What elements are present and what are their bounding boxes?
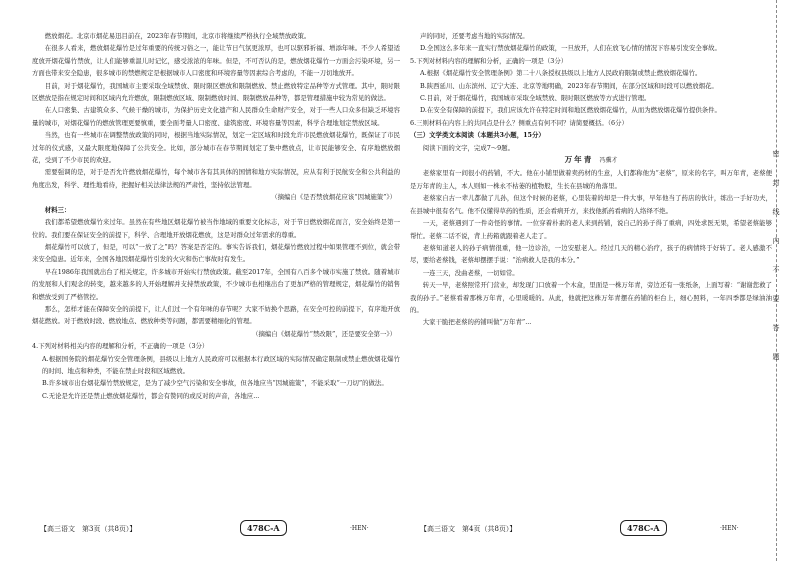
footer-left-label: 【高三语文 第3页（共8页）】 xyxy=(40,525,137,533)
paragraph: 那么，怎样才能在保障安全的前提下，让人们过一个有年味的春节呢？大家不妨换个思路，在安全可控的前提下，有序地开放烟花燃放。对于燃放时段、燃放地点、燃放种类等问题，都需要精细化的管理。 xyxy=(32,304,400,326)
story-paragraph: 大家干脆把老蔡的药铺叫做“万年青”... xyxy=(422,318,532,327)
question-4-stem: 4.下列对材料相关内容的理解和分析，不正确的一项是（3分） xyxy=(32,342,209,351)
source-citation-2: （摘编自《烟花爆竹“禁改限”，还是要安全第一》） xyxy=(252,329,396,338)
story-paragraph: 老蔡家自古一辈儿都做了儿孙，但这个时候的老蔡，心里装着的却是一件大事，早年他当了药店的伙计，练出一手好功夫，在县城中很有名气。他不仅懂得草药的性质，还会看病开方，来找他抓药看病的人络绎不绝。 xyxy=(410,194,772,215)
footer-left xyxy=(40,520,400,538)
story-author: 冯骥才 xyxy=(599,157,618,165)
answer-option: D.全国这么多年来一直实行禁放烟花爆竹的政策，一旦放开，人们在放飞心情的情况下容易引发安全事故。 xyxy=(420,44,721,53)
answer-option: A.根据国务院的烟花爆竹安全管理条例，县级以上地方人民政府可以根据本行政区域的实际情况确定限制或禁止燃放烟花爆竹的时间、地点和种类，不能在禁止时段和区域燃放。 xyxy=(42,354,400,375)
footer-left-brand: ·HEN· xyxy=(350,525,369,532)
answer-option: C.目前，对于烟花爆竹，我国城市采取全域禁放、限时限区燃放等方式进行管理。 xyxy=(420,94,651,103)
paragraph: 烟花爆竹可以放了，但是，可以“一放了之”吗？答案是否定的。事实告诉我们，烟花爆竹燃放过程中如果管理不到位，就会带来安全隐患。近年来，全国各地因烟花爆竹引发的火灾和伤亡事故时有发生。 xyxy=(32,242,400,264)
answer-option: B.陕西延川、山东滨州、辽宁大连、北京等地明确，2023年春节期间，在部分区域和时段可以燃放烟花。 xyxy=(420,81,718,90)
question-5-stem: 5.下列对材料内容的理解和分析，正确的一项是（3分） xyxy=(410,56,568,65)
left-mid-paragraphs xyxy=(32,216,400,328)
answer-option: A.根据《烟花爆竹安全管理条例》第二十八条授权县级以上地方人民政府限制或禁止燃放烟花爆竹。 xyxy=(420,69,702,78)
left-top-paragraphs xyxy=(32,30,400,191)
question-4-options xyxy=(32,353,400,403)
material-3-label: 材料三： xyxy=(44,205,71,214)
section-title: （三）文学类文本阅读（本题共3小题，15分） xyxy=(410,131,545,140)
footer-right-label: 【高三语文 第4页（共8页）】 xyxy=(420,525,517,533)
footer-right-brand: ·HEN· xyxy=(720,525,739,532)
paragraph: 在很多人看来，燃放烟花爆竹是过年重要的传统习俗之一，能让节日气氛更浓厚，也可以驱邪祈福、增添年味。不少人希望适度放开烟花爆竹禁放，让人们能够重温儿时记忆，感受浓浓的年味。但是，不可否认的是，燃放烟花爆竹一方面会污染环境，另一方面也带来安全隐患，很多城市的禁燃规定是根据城市人口密度和环境容量等因素综合考虑的，不能一刀切地放开。 xyxy=(32,44,400,78)
story-paragraph: 一连三天，没曲老蔡，一切如常。 xyxy=(422,268,519,277)
story-paragraphs xyxy=(410,167,772,328)
paragraph: 需要强调的是，对于是否允许燃放烟花爆竹，每个城市各有其具体的国情和地方实际情况，应从有利于民航安全和公共利益的角度出发，科学、理性地看待，把握好相关法律法规的严肃性，坚持依法管理。 xyxy=(32,168,400,189)
binding-warning: 密封线内不要答题 xyxy=(772,150,780,382)
answer-option: D.在安全有保障的前提下，我们应该允许在特定时间和地区燃放烟花爆竹，从而为燃放烟花爆竹提供条件。 xyxy=(420,106,721,115)
source-citation-1: （摘编自《是否禁放烟花应该“因城施策”》） xyxy=(271,193,396,202)
right-top-paragraphs xyxy=(410,30,772,55)
paragraph: 当然，也有一些城市在调整禁放政策的同时，根据当地实际情况，划定一定区域和时段允许市民燃放烟花爆竹，既保证了市民过年的仪式感，又最大限度地保障了公共安全。比如，部分城市在春节期间划定了集中燃放点，让市民能够安全、有序地燃放烟花，受到了不少市民的欢迎。 xyxy=(32,131,400,165)
story-paragraph: 老蔡家里有一间很小的药铺，不大。他在小铺里做着卖药材的生意，人们都称他为“老蔡”，原来的名字，叫万年青，老蔡便是万年青的主人，本人则如一株永不枯萎的植物般，生长在县城的角落里。 xyxy=(410,169,772,190)
paragraph: 早在1986年我国就出台了相关规定，许多城市开始实行禁放政策。截至2017年，全国有八百多个城市实施了禁放。随着城市的发展和人们观念的转变，越来越多的人开始理解并支持禁放政策，不少城市也相继出台了更加严格的管理规定，烟花爆竹的销售和燃放受到了严格管控。 xyxy=(32,267,400,301)
story-paragraph: 老蔡知道老人的孙子病情很重，他一边诊治，一边安慰老人。经过几天的精心治疗，孩子的病情终于好转了。老人感激不尽，要给老蔡钱，老蔡却摆摆手说：“治病救人是我的本分。” xyxy=(410,243,772,265)
paragraph: 在人口密集、古建筑众多、气候干燥的城市，为保护历史文化遗产和人民群众生命财产安全，对于一些人口众多但缺乏环境容量的城市，对烟花爆竹的燃放管理更要慎重，要全面考量人口密度、建筑密度、环境容量等因素，科学合理地划定禁放区域。 xyxy=(32,106,400,127)
right-column xyxy=(410,30,772,514)
story-title xyxy=(410,154,772,167)
story-paragraph: 一天，老蔡遇到了一件奇怪的事情。一位穿着朴素的老人来到药铺，说自己的孙子得了重病，四处求医无果，希望老蔡能够帮忙。老蔡二话不说，背上药箱就跟着老人走了。 xyxy=(410,219,772,240)
answer-option: C.无论是允许还是禁止燃放烟花爆竹，都会有赞同的或反对的声音，各地应... xyxy=(42,391,260,400)
story-title-text: 万年青 xyxy=(564,155,594,165)
binding-margin xyxy=(772,0,794,561)
footer-right xyxy=(420,520,770,538)
answer-option: B.许多城市出台烟花爆竹禁放规定，是为了减少空气污染和安全事故，但各地应当“因城施策”，不能采取“一刀切”的做法。 xyxy=(42,379,388,388)
question-6: 6.三则材料在内容上的共同点是什么？侧重点有何不同？请简要概括。（6分） xyxy=(410,118,628,127)
paragraph: 目前，对于烟花爆竹，我国城市主要采取全域禁放、限时限区燃放和限制燃放、禁止燃放特定品种等方式管理。其中，限时限区燃放是指在规定时间和区域内允许燃放，限制燃放区域、限制燃放时间、限制燃放品种等，都是管理措施中较为常见的做法。 xyxy=(32,81,400,103)
footer-left-code: 478C-A xyxy=(240,520,287,536)
left-column xyxy=(32,30,400,514)
paragraph: 我们都希望燃放爆竹来过年。虽然在有些地区烟花爆竹被当作地域的重要文化标志，对于节日燃放烟花而言，安全始终是第一位的。我们要在保证安全的前提下，科学、合理地开放烟花燃放，这是对群众过年需求的尊重。 xyxy=(32,218,400,239)
paragraph: 燃放烟花。北京市烟花易迅目前在，2023年春节期间，北京市将继续严格执行全域禁放政策。 xyxy=(44,32,311,40)
footer-right-code: 478C-A xyxy=(620,520,667,536)
section-instruction: 阅读下面的文字，完成7～9题。 xyxy=(422,143,515,152)
story-paragraph: 转天一早，老蔡照常开门营业，却发现门口放着一个木盒，里面是一株万年青，旁边还有一张纸条，上面写着：“谢谢您救了我的孙子。”老蔡看着那株万年青，心里暖暖的。从此，他就把这株万年青摆在药铺的柜台上，细心照料，一年四季都是绿油油的。 xyxy=(410,281,772,314)
question-5-options xyxy=(410,67,772,117)
answer-option: 声的同时，还要考虑当地的实际情况。 xyxy=(420,32,529,40)
